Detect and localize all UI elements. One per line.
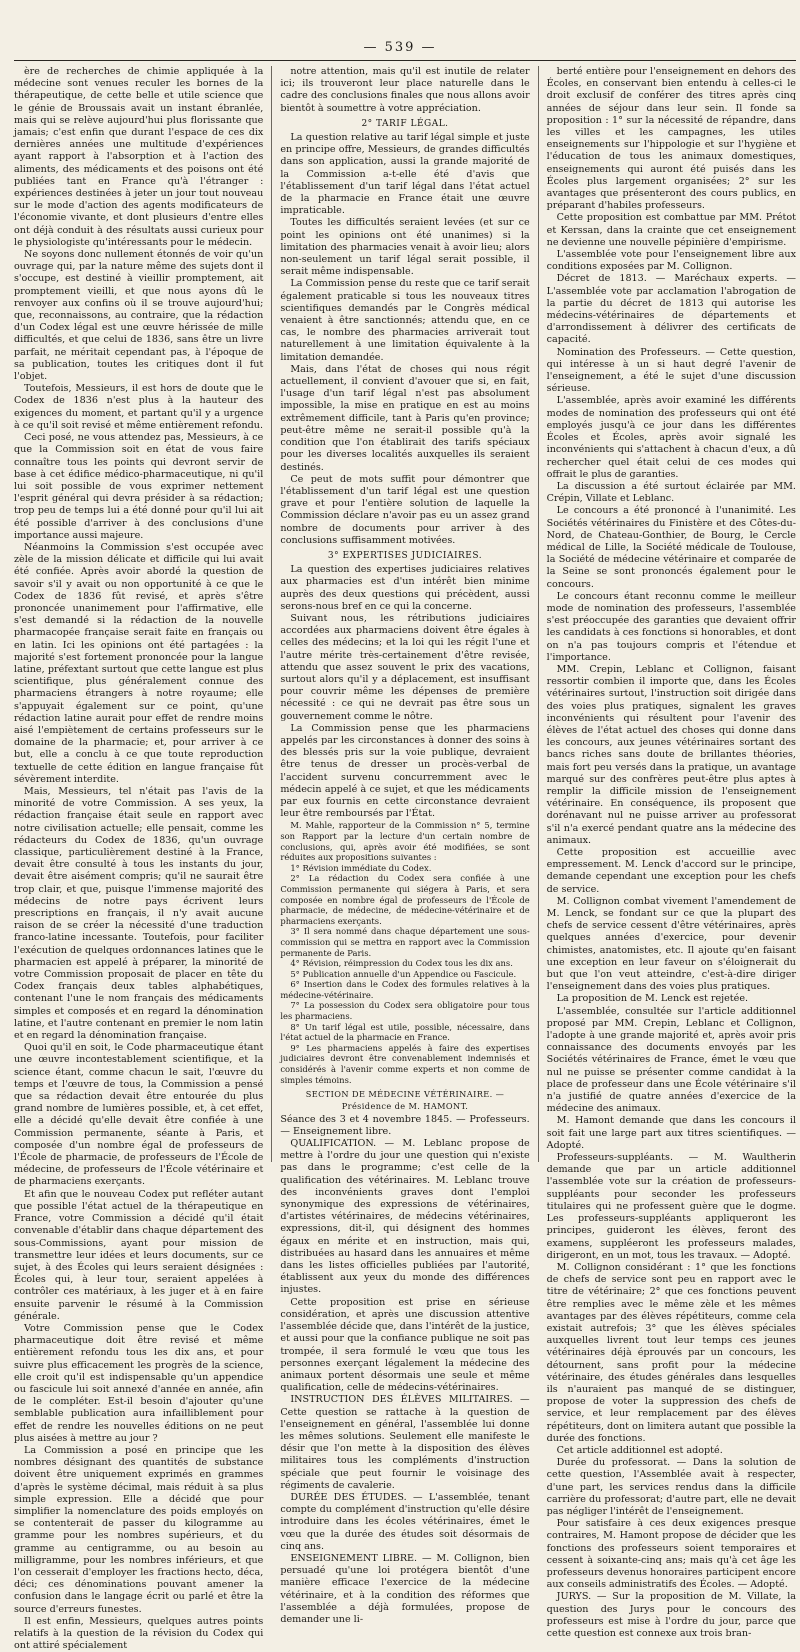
paragraph: Il est enfin, Messieurs, quelques autres points relatifs à la question de la révision du Codex qui ont attiré spécialement (14, 1615, 264, 1652)
header-rule (14, 60, 796, 61)
paragraph: Ce peut de mots suffit pour démontrer que l'établissement d'un tarif légal est une question grave et pour l'entière solution de laquelle la Commission déclare n'avoir pas eu un assez grand nombre de documents pour arriver à des conclusions suffisamment motivées. (280, 473, 530, 546)
paragraph: 6° Insertion dans le Codex des formules relatives à la médecine-vétérinaire. (280, 979, 530, 1000)
paragraph: Cette proposition est accueillie avec empressement. M. Lenck d'accord sur le principe, demande cependant une exception pour les chefs de service. (546, 847, 796, 895)
paragraph: Le concours a été prononcé à l'unanimité. Les Sociétés vétérinaires du Finistère et des Côtes-du-Nord, de Chateau-Gonthier, de Bourg, le Cercle médical de Lille, la Société médicale de Toulouse, la Société de médecine vétérinaire et comparée de la Seine se sont prononcés également pour le concours. (546, 505, 796, 590)
column-divider (271, 66, 272, 1162)
paragraph: La Commission pense que les pharmaciens appelés par les circonstances à donner des soins à des blessés pris sur la voie publique, devraient être tenus de dresser un procès-verbal de l'accident survenu concurremment avec le médecin appelé à ce sujet, et que les médicaments par eux fournis en cette circonstance devraient leur être remboursés par l'État. (280, 722, 530, 820)
paragraph: 9° Les pharmaciens appelés à faire des expertises judiciaires devront être convenablement indemnisés et considérés à l'avenir comme experts et non comme de simples témoins. (280, 1042, 530, 1085)
paragraph: M. Collignon combat vivement l'amendement de M. Lenck, se fondant sur ce que la plupart des chefs de service cessent d'être vétérinaires, après quelques années d'exercice, pour devenir chimistes, anatomistes, etc. Il ajoute qu'en faisant une exception en leur faveur on s'éloignerait du but que l'on veut atteindre, c'est-à-dire diriger l'enseignement dans des voies plus pratiques. (546, 895, 796, 993)
paragraph: 3° Il sera nommé dans chaque département une sous-commission qui se mettra en rapport avec la Commission permanente de Paris. (280, 926, 530, 958)
paragraph: L'assemblée vote pour l'enseignement libre aux conditions exposées par M. Collignon. (546, 249, 796, 273)
paragraph: Suivant nous, les rétributions judiciaires accordées aux pharmaciens doivent être égales à celles des médecins; et la loi qui les régit l'une et l'autre mérite très-certainement d'être revisée, attendu que assez souvent le prix des vacations, surtout alors qu'il y a déplacement, est insuffisant pour couvrir même les dépenses de première nécessité : ce qui ne devrait pas être sous un gouvernement comme le nôtre. (280, 612, 530, 722)
paragraph: La Commission a posé en principe que les nombres désignant des quantités de substance doivent être uniquement exprimés en grammes d'après le système décimal, mais réduit à sa plus simple expression. Elle a décidé que pour simplifier la nomenclature des poids employés on se contenterait de passer du kilogramme au gramme pour les nombres supérieurs, et du gramme au centigramme, ou au besoin au milligramme, pour les nombres inférieurs, et que l'on cesserait d'employer les fractions hecto, déca, déci; ces dénominations pouvant amener la confusion dans le langage écrit ou parlé et être la source d'erreurs funestes. (14, 1444, 264, 1615)
paragraph: notre attention, mais qu'il est inutile de relater ici; ils trouveront leur place naturelle dans le cadre des conclusions finales que nous allons avoir bientôt à soumettre à votre appréciation. (280, 66, 530, 114)
paragraph: Votre Commission pense que le Codex pharmaceutique doit être revisé et même entièrement refondu tous les dix ans, et pour suivre plus efficacement les progrès de la science, elle croit qu'il est indispensable qu'un appendice ou fascicule lui soit annexé d'année en année, afin de le compléter. Est-il besoin d'ajouter qu'une semblable publication aura infailliblement pour effet de rendre les nouvelles éditions on ne peut plus aisées à mettre au jour ? (14, 1322, 264, 1444)
paragraph: Mais, dans l'état de choses qui nous régit actuellement, il convient d'avouer que si, en fait, l'usage d'un tarif légal n'est pas absolument impossible, la mise en pratique en est au moins extrêmement difficile, tant à Paris qu'en province; peut-être même ne serait-il possible qu'à la condition que l'on établirait des tarifs spéciaux pour les diverses localités auxquelles ils seraient destinés. (280, 363, 530, 473)
paragraph: MM. Crepin, Leblanc et Collignon, faisant ressortir combien il importe que, dans les Écoles vétérinaires surtout, l'instruction soit dirigée dans des voies plus pratiques, signalent les graves inconvénients qui résultent pour l'avenir des élèves de l'état actuel des choses qui donne dans les concours, aux jeunes vétérinaires sortant des bancs riches sans doute de brillantes théories, mais fort peu versés dans la pratique, un avantage marqué sur des confrères peut-être plus aptes à remplir la difficile mission de l'enseignement vétérinaire. En conséquence, ils proposent que dorénavant nul ne puisse arriver au professorat s'il n'a exercé pendant quatre ans la médecine des animaux. (546, 663, 796, 846)
paragraph: 7° La possession du Codex sera obligatoire pour tous les pharmaciens. (280, 1000, 530, 1022)
paragraph: La proposition de M. Lenck est rejetée. (556, 993, 749, 1005)
paragraph: Cette proposition est combattue par MM. Prétot et Kerssan, dans la crainte que cet enseignement ne devienne une nouvelle pépinière d'empirisme. (546, 212, 796, 248)
paragraph: Mais, Messieurs, tel n'était pas l'avis de la minorité de votre Commission. A ses yeux, la rédaction française était seule en rapport avec notre civilisation actuelle; elle pensait, comme les rédacteurs du Codex de 1836, qu'un ouvrage classique, particulièrement destiné à la France, devait être consulté à tous les instants du jour, devait être aisément compris; qu'il ne saurait être trop clair, et que, puisque l'immense majorité des médecins de notre pays écrivent leurs prescriptions en français, il n'y avait aucune raison de se créer la nécessité d'une traduction franco-latine incessante. Toutefois, pour faciliter l'exécution de quelques ordonnances latines que le pharmacien est appelé à préparer, la minorité de votre Commission proposait de placer en tête du Codex français deux tables alphabétiques, contenant l'une le nom français des médicaments simples et composés et en regard la dénomination latine, et l'autre contenant en premier le nom latin et en regard la dénomination française. (14, 785, 264, 1042)
paragraph: La Commission pense du reste que ce tarif serait également praticable si tous les nouveaux titres scientifiques demandés par le Congrès médical venaient à être sanctionnés; attendu que, en ce cas, le nombre des pharmacies arriverait tout naturellement à une limitation équivalente à la limitation demandée. (280, 278, 530, 363)
paragraph: Durée du professorat. — Dans la solution de cette question, l'Assemblée avait à respecter, d'une part, les services rendus dans la difficile carrière du professorat; d'autre part, elle ne devait pas négliger l'intérêt de l'enseignement. (546, 1457, 796, 1517)
paragraph: Décret de 1813. — Maréchaux experts. — L'assemblée vote par acclamation l'abrogation de la partie du décret de 1813 qui autorise les médecins-vétérinaires de départements et d'arrondissement à délivrer des certificats de capacité. (546, 273, 796, 346)
column-right (546, 66, 796, 1639)
section-heading: SECTION DE MÉDECINE VÉTÉRINAIRE. — Présidence de M. HAMONT. (305, 1089, 505, 1112)
paragraph: La question des expertises judiciaires relatives aux pharmacies est d'un intérêt bien minime auprès des deux questions qui précèdent, aussi serons-nous bref en ce qui la concerne. (280, 564, 530, 612)
paragraph: Néanmoins la Commission s'est occupée avec zèle de la mission délicate et difficile qui lui avait été confiée. Après avoir abordé la question de savoir s'il y avait ou non opportunité à ce que le Codex de 1836 fût revisé, et après s'être prononcée unanimement pour l'affirmative, elle s'est demandé si la rédaction de la nouvelle pharmacopée française serait faite en français ou en latin. Ici les opinions ont été partagées : la majorité s'est fortement prononcée pour la langue latine, préfextant surtout que cette langue est plus scientifique, plus généralement connue des pharmaciens étrangers à notre royaume; elle s'appuyait également sur ce point, qu'une rédaction latine aurait pour effet de rendre moins aisé l'empiètement de certains professeurs sur le domaine de la pharmacie; et, pour arriver à ce but, elle a conclu à ce que toute reproduction textuelle de cette édition en langue française fût sévèrement interdite. (14, 541, 264, 785)
paragraph: Ceci posé, ne vous attendez pas, Messieurs, à ce que la Commission soit en état de vous faire connaître tous les points qui devront servir de base à cet édifice médico-pharmaceutique, ni qu'il lui soit possible de vous exprimer nettement l'esprit général qui devra présider à sa rédaction; trop peu de temps lui a été donné pour qu'il lui ait été possible d'arriver à des conclusions d'une importance aussi majeure. (14, 432, 264, 541)
paragraph: 4° Révision, réimpression du Codex tous les dix ans. (290, 958, 513, 969)
paragraph: Séance des 3 et 4 novembre 1845. — Professeurs. — Enseignement libre. (280, 1113, 530, 1137)
column-divider (538, 66, 539, 1162)
paragraph: INSTRUCTION DES ÉLÈVES MILITAIRES. — Cette question se rattache à la question de l'enseignement en général, l'assemblée lui donne les mêmes solutions. Seulement elle manifeste le désir que l'on mette à la disposition des élèves militaires tous les compléments d'instruction spéciale que peut fournir le voisinage des régiments de cavalerie. (280, 1394, 530, 1491)
paragraph: 1° Révision immédiate du Codex. (290, 862, 432, 873)
paragraph: ENSEIGNEMENT LIBRE. — M. Collignon, bien persuadé qu'une loi protégera bientôt d'une manière efficace l'exercice de la médecine vétérinaire, et à la condition des réformes que l'assemblée a déjà formulées, propose de demander une li- (280, 1552, 530, 1625)
section-heading: 3° EXPERTISES JUDICIAIRES. (327, 550, 483, 561)
paragraph: Le concours étant reconnu comme le meilleur mode de nomination des professeurs, l'assemblée s'est préoccupée des garanties que devaient offrir les candidats à ces fonctions si honorables, et dont on n'a pas toujours compris et l'étendue et l'importance. (546, 590, 796, 663)
paragraph: 8° Un tarif légal est utile, possible, nécessaire, dans l'état actuel de la pharmacie en France. (280, 1021, 530, 1043)
paragraph: La discussion a été surtout éclairée par MM. Crépin, Villate et Leblanc. (546, 480, 796, 505)
paragraph: M. Hamont demande que dans les concours il soit fait une large part aux titres scientifiques. — Adopté. (546, 1115, 796, 1151)
paragraph: La question relative au tarif légal simple et juste en principe offre, Messieurs, de grandes difficultés dans son application, aussi la grande majorité de la Commission a-t-elle été d'avis que l'établissement d'un tarif légal dans l'état actuel de la pharmacie en France était une œuvre impraticable. (280, 132, 530, 217)
paragraph: Et afin que le nouveau Codex put refléter autant que possible l'état actuel de la thérapeutique en France, votre Commission a décidé qu'il était convenable d'établir dans chaque département des sous-Commissions, ayant pour mission de transmettre leur idées et leurs documents, sur ce sujet, à des Écoles qui leurs seraient désignées : Écoles qui, à leur tour, seraient appelées à contrôler ces matériaux, à les juger et à en faire ensuite parvenir le résumé à la Commission générale. (14, 1188, 264, 1322)
section-heading: 2° TARIF LÉGAL. (361, 118, 449, 129)
paragraph: M. Collignon considérant : 1° que les fonctions de chefs de service sont peu en rapport avec le titre de vétérinaire; 2° que ces fonctions peuvent être remplies avec le même zèle et les mêmes avantages par des élèves répétiteurs, comme cela existait autrefois; 3° que les élèves spéciales auxquelles livrent tout leur temps ces jeunes vétérinaires déjà éprouvés par un concours, les détournent, sans profit pour la médecine vétérinaire, des études générales dans lesquelles ils n'auraient pas manqué de se distinguer, propose de voter la suppression des chefs de service, et leur remplacement par des élèves répétiteurs, dont on limitera autant que possible la durée des fonctions. (546, 1261, 796, 1444)
page-number: — 539 — (363, 40, 437, 55)
paragraph: Pour satisfaire à ces deux exigences presque contraires, M. Hamont propose de décider que les fonctions des professeurs soient temporaires et cessent à soixante-cinq ans; mais qu'à cet âge les professeurs devenus honoraires participent encore aux conseils administratifs des Écoles. — Adopté. (546, 1518, 796, 1591)
paragraph: Cet article additionnel est adopté. (556, 1444, 723, 1456)
paragraph: Toutefois, Messieurs, il est hors de doute que le Codex de 1836 n'est plus à la hauteur des exigences du moment, et partant qu'il y a urgence à ce qu'il soit revisé et même entièrement refondu. (14, 383, 264, 431)
paragraph: L'assemblée, après avoir examiné les différents modes de nomination des professeurs qui ont été employés jusqu'à ce jour dans les différentes Écoles et Écoles, après avoir signalé les inconvénients qui s'attachent à chacun d'eux, a dû rechercher quel était celui de ces modes qui offrait le plus de garanties. (546, 395, 796, 480)
column-middle (280, 66, 530, 1625)
paragraph: JURYS. — Sur la proposition de M. Villate, la question des Jurys pour le concours des professeurs est mise à l'ordre du jour, parce que cette question est connexe aux trois bran- (546, 1591, 796, 1639)
paragraph: Ne soyons donc nullement étonnés de voir qu'un ouvrage qui, par la nature même des sujets dont il s'occupe, est destiné à vieillir promptement, ait promptement vieilli, et que nous ayons dû le renvoyer aux confins où il se trouve aujourd'hui; que, reconnaissons, au contraire, que la rédaction d'un Codex légal est une œuvre hérissée de mille difficultés, et que celui de 1836, sans être un livre parfait, ne méritait cependant pas, à l'époque de sa publication, toutes les critiques dont il fut l'objet. (14, 249, 264, 383)
column-left (14, 66, 264, 1652)
paragraph: berté entière pour l'enseignement en dehors des Écoles, en conservant bien entendu à celles-ci le droit exclusif de conférer des titres après cinq années de séjour dans leur sein. Il fonde sa proposition : 1° sur la nécessité de répandre, dans les villes et les campagnes, les utiles enseignements sur l'hippologie et sur l'hygiène et l'éducation de tous les animaux domestiques, enseignements qui auront été puisés dans les Écoles plus largement organisées; 2° sur les avantages que présenteront des cours publics, en préparant d'habiles professeurs. (546, 66, 796, 212)
paragraph: Professeurs-suppléants. — M. Waultherin demande que par un article additionnel l'assemblée vote sur la création de professeurs-suppléants pour seconder les professeurs titulaires qui ne professent guère que le dogme. Les professeurs-suppléants appliqueront les principes, guideront les élèves, feront des examens, suppléeront les professeurs malades, dirigeront, en un mot, tous les travaux. — Adopté. (546, 1152, 796, 1261)
paragraph: Quoi qu'il en soit, le Code pharmaceutique étant une œuvre incontestablement scientifique, et la science étant, comme chacun le sait, l'œuvre du temps et l'œuvre de tous, la Commission a pensé que sa rédaction devait être entourée du plus grand nombre de lumières possible, et, à cet effet, elle a décidé qu'elle devait être confiée à une Commission permanente, séante à Paris, et composée d'un nombre égal de professeurs de l'École de pharmacie, de professeurs de l'École de médecine, de professeurs de l'École vétérinaire et de pharmaciens exerçants. (14, 1042, 264, 1188)
paragraph: 2° La rédaction du Codex sera confiée à une Commission permanente qui siégera à Paris, et sera composée en nombre égal de professeurs de l'École de pharmacie, de médecine, de médecine-vétérinaire et de pharmaciens exerçants. (280, 873, 530, 926)
paragraph: M. Mahle, rapporteur de la Commission n° 5, termine son Rapport par la lecture d'un certain nombre de conclusions, qui, après avoir été modifiées, se sont réduites aux propositions suivantes : (280, 820, 530, 863)
paragraph: ère de recherches de chimie appliquée à la médecine sont venues reculer les bornes de la thérapeutique, de cette belle et utile science que le génie de Broussais avait un instant ébranlée, mais qui se relève aujourd'hui plus florissante que jamais; c'est enfin que durant l'espace de ces dix dernières années une multitude d'expériences ayant rapport à l'absorption et à l'action des aliments, des médicaments et des poisons ont été publiées tant en France qu'à l'étranger : expériences destinées à jeter un jour tout nouveau sur le mode d'action des agents modificateurs de l'économie vivante, et dont plusieurs d'entre elles ont déjà conduit à des résultats aussi curieux pour le physiologiste qu'intéressants pour le médecin. (14, 66, 264, 248)
columns (14, 66, 796, 1652)
paragraph: QUALIFICATION. — M. Leblanc propose de mettre à l'ordre du jour une question qui n'existe pas dans le programme; c'est celle de la qualification des vétérinaires. M. Leblanc trouve des inconvénients graves dont l'emploi synonymique des expressions de vétérinaires, d'artistes vétérinaires, de médecins vétérinaires, expressions, dit-il, qui désignent des hommes égaux en mérite et en instruction, mais qui, distribuées au hasard dans les annuaires et même dans les listes officielles publiées par l'autorité, établissent aux yeux du monde des différences injustes. (280, 1138, 530, 1296)
paragraph: Nomination des Professeurs. — Cette question, qui intéresse à un si haut degré l'avenir de l'enseignement, a été le sujet d'une discussion sérieuse. (546, 346, 796, 395)
paragraph: Cette proposition est prise en sérieuse considération, et après une discussion attentive l'assemblée décide que, dans l'intérêt de la justice, et aussi pour que la confiance publique ne soit pas trompée, il sera formulé le vœu que tous les personnes exerçant légalement la médecine des animaux portent désormais une seule et même qualification, celle de médecins-vétérinaires. (280, 1296, 530, 1394)
paragraph: 5° Publication annuelle d'un Appendice ou Fascicule. (290, 968, 517, 979)
paragraph: Toutes les difficultés seraient levées (et sur ce point les opinions ont été unanimes) si la limitation des pharmacies venait à avoir lieu; alors non-seulement un tarif légal serait possible, il serait même indispensable. (280, 217, 530, 278)
paragraph: L'assemblée, consultée sur l'article additionnel proposé par MM. Crepin, Leblanc et Collignon, l'adopte à une grande majorité et, après avoir pris connaissance des documents envoyés par les Sociétés vétérinaires de France, émet le vœu que nul ne puisse se présenter comme candidat à la place de professeur dans une École vétérinaire s'il n'a justifié de quatre années d'exercice de la médecine des animaux. (546, 1005, 796, 1115)
paragraph: DURÉE DES ÉTUDES. — L'assemblée, tenant compte du complément d'instruction qu'elle désire introduire dans les écoles vétérinaires, émet le vœu que la durée des études soit désormais de cinq ans. (280, 1491, 530, 1552)
